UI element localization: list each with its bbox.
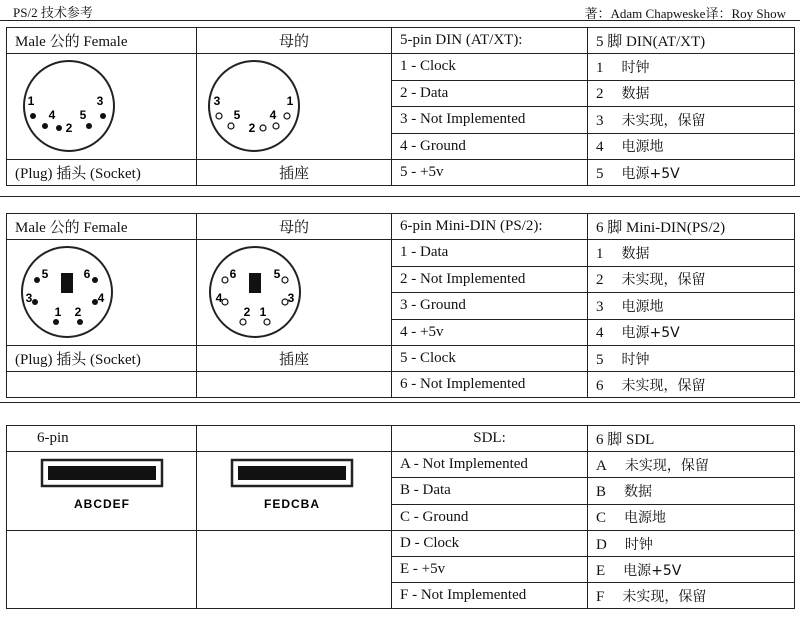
pin-number-label: 2	[74, 305, 82, 319]
pin-number-label: 1	[27, 94, 35, 108]
din5-title-en: 5-pin DIN (AT/XT):	[392, 28, 588, 54]
mini6-female-label: 母的	[197, 214, 392, 240]
sdl-pin-row: B - Data	[392, 478, 588, 504]
din5-female-pins	[214, 94, 294, 135]
pin-number-label: 6	[83, 267, 91, 281]
sdl-pin-row: A - Not Implemented	[392, 452, 588, 478]
sdl-pin-cn: D 时钟	[588, 531, 795, 557]
sdl-empty-cell	[197, 531, 392, 609]
din5-pin-cn: 4 电源地	[588, 133, 795, 160]
din5-female-label: 母的	[197, 28, 392, 54]
mini6-empty-cell	[7, 372, 197, 398]
sdl-right-diagram-cell	[197, 452, 392, 531]
pin-dot	[53, 319, 59, 325]
sdl-pin-cn: B 数据	[588, 478, 795, 504]
din5-pin-row: 3 - Not Implemented	[392, 107, 588, 134]
sdl-pin-cn: C 电源地	[588, 504, 795, 530]
din5-title-cn: 5 脚 DIN(AT/XT)	[588, 28, 795, 54]
din5-male-connector	[7, 54, 197, 159]
sdl-pin-row: C - Ground	[392, 504, 588, 530]
pin-number-label: 1	[286, 94, 294, 108]
mini6-male-connector	[7, 240, 197, 345]
mini6-pin-row: 2 - Not Implemented	[392, 266, 588, 293]
mini6-title-en: 6-pin Mini-DIN (PS/2):	[392, 214, 588, 240]
sdl-title-en: SDL:	[392, 426, 588, 452]
mini6-male-label: Male 公的 Female	[7, 214, 197, 240]
pin-dot	[260, 125, 266, 131]
sdl-right-connector	[197, 452, 392, 530]
din5-pin-cn: 3 未实现，保留	[588, 107, 795, 134]
din5-table	[6, 27, 795, 186]
pin-dot	[30, 113, 36, 119]
sdl-pin-row: D - Clock	[392, 531, 588, 557]
din5-pin-row: 1 - Clock	[392, 54, 588, 81]
mini6-pin-cn: 1 数据	[588, 240, 795, 267]
din5-pin-row: 5 - +5v	[392, 160, 588, 186]
din5-pin-cn: 5 电源+5V	[588, 160, 795, 186]
mini6-title-cn: 6 脚 Mini-DIN(PS/2)	[588, 214, 795, 240]
pin-dot	[100, 113, 106, 119]
pin-dot	[216, 113, 222, 119]
pin-number-label: 1	[54, 305, 62, 319]
mini6-pin-row: 3 - Ground	[392, 293, 588, 320]
pin-dot	[228, 123, 234, 129]
sdl-table	[6, 425, 795, 609]
pin-dot	[56, 125, 62, 131]
din5-plug-label: (Plug) 插头 (Socket)	[7, 160, 197, 186]
mini6-pin-cn: 3 电源地	[588, 293, 795, 320]
din5-pin-cn: 2 数据	[588, 80, 795, 107]
pin-number-label: 3	[287, 291, 295, 305]
sdl-right-pin-letters: FEDCBA	[264, 497, 320, 511]
mini6-pin-cn: 4 电源+5V	[588, 319, 795, 346]
sdl-pin-row: E - +5v	[392, 557, 588, 583]
pin-dot	[222, 277, 228, 283]
pin-dot	[240, 319, 246, 325]
pin-dot	[273, 123, 279, 129]
pin-dot	[77, 319, 83, 325]
mini6-pin-cn: 5 时钟	[588, 346, 795, 372]
mini6-plug-label: (Plug) 插头 (Socket)	[7, 346, 197, 372]
pin-number-label: 4	[269, 108, 277, 122]
pin-number-label: 3	[25, 291, 33, 305]
sdl-pin-row: F - Not Implemented	[392, 583, 588, 609]
sdl-left-pin-letters: ABCDEF	[74, 497, 130, 511]
sdl-title-cn: 6 脚 SDL	[588, 426, 795, 452]
pin-number-label: 4	[97, 291, 105, 305]
document-header-title: PS/2 技术参考	[13, 5, 93, 20]
mini6-socket-label: 插座	[197, 346, 392, 372]
mini6-female-diagram-cell	[197, 240, 392, 346]
sdl-empty-cell	[197, 426, 392, 452]
pin-dot	[284, 113, 290, 119]
din5-pin-cn: 1 时钟	[588, 54, 795, 81]
pin-dot	[222, 299, 228, 305]
mini6-pin-cn: 6 未实现，保留	[588, 372, 795, 398]
document-header-credit: 著：Adam Chapweske译：Roy Show	[584, 6, 786, 21]
mini6-table	[6, 213, 795, 398]
pin-number-label: 6	[229, 267, 237, 281]
pin-number-label: 2	[243, 305, 251, 319]
mini6-pin-cn: 2 未实现，保留	[588, 266, 795, 293]
din5-socket-label: 插座	[197, 160, 392, 186]
mini6-pin-row: 5 - Clock	[392, 346, 588, 372]
din5-pin-row: 2 - Data	[392, 80, 588, 107]
sdl-left-connector	[7, 452, 197, 530]
pin-number-label: 4	[48, 108, 56, 122]
mini6-pin-row: 1 - Data	[392, 240, 588, 267]
section-rule	[0, 196, 800, 197]
pin-dot	[264, 319, 270, 325]
mini6-female-connector	[197, 240, 392, 345]
sdl-left-diagram-cell	[7, 452, 197, 531]
pin-number-label: 2	[248, 121, 256, 135]
pin-number-label: 3	[213, 94, 221, 108]
din5-male-diagram-cell	[7, 54, 197, 160]
sdl-empty-cell	[7, 531, 197, 609]
sdl-pin-cn: E 电源+5V	[588, 557, 795, 583]
pin-number-label: 1	[259, 305, 267, 319]
din5-female-connector	[197, 54, 392, 159]
header-rule	[0, 20, 800, 21]
sdl-pin-cn: A 未实现，保留	[588, 452, 795, 478]
mini6-male-diagram-cell	[7, 240, 197, 346]
mini6-pin-row: 6 - Not Implemented	[392, 372, 588, 398]
section-rule	[0, 402, 800, 403]
din5-male-label: Male 公的 Female	[7, 28, 197, 54]
pin-dot	[42, 123, 48, 129]
pin-dot	[86, 123, 92, 129]
pin-number-label: 5	[233, 108, 241, 122]
mini6-pin-row: 4 - +5v	[392, 319, 588, 346]
pin-number-label: 2	[65, 121, 73, 135]
din5-pin-row: 4 - Ground	[392, 133, 588, 160]
pin-dot	[282, 277, 288, 283]
mini6-empty-cell	[197, 372, 392, 398]
pin-number-label: 5	[79, 108, 87, 122]
pin-dot	[32, 299, 38, 305]
pin-number-label: 5	[273, 267, 281, 281]
sdl-label: 6-pin	[7, 426, 197, 452]
din5-male-pins	[28, 94, 106, 135]
sdl-pin-cn: F 未实现，保留	[588, 583, 795, 609]
pin-number-label: 5	[41, 267, 49, 281]
pin-dot	[34, 277, 40, 283]
pin-number-label: 3	[96, 94, 104, 108]
pin-number-label: 4	[215, 291, 223, 305]
pin-dot	[92, 277, 98, 283]
din5-female-diagram-cell	[197, 54, 392, 160]
